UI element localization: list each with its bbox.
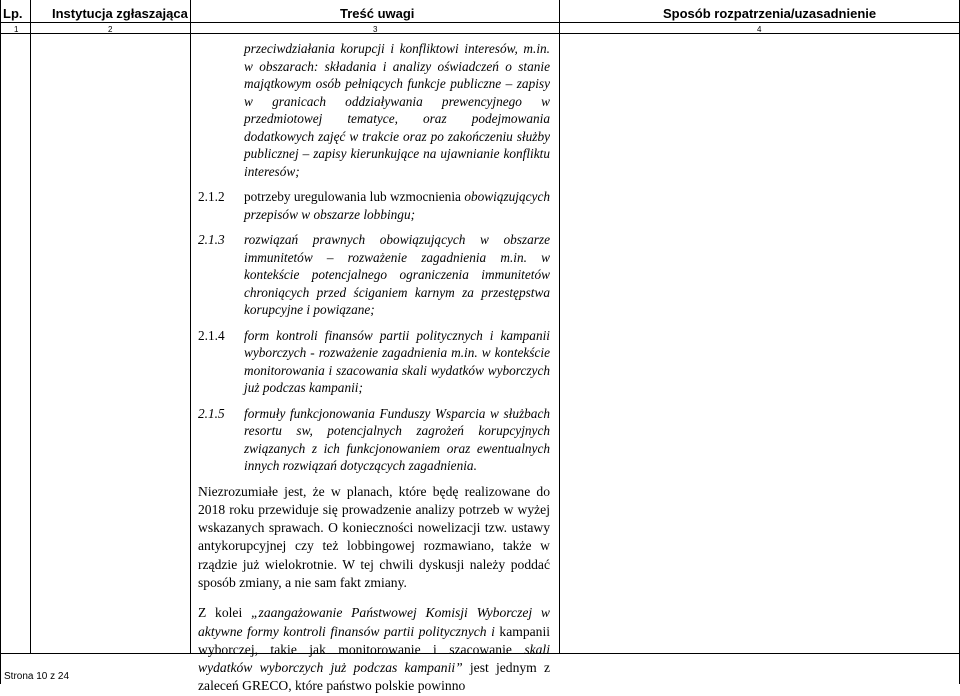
paragraph-pkw-part-2: kampanii wyborczej, takie jak monitorowanie i szacowanie (198, 623, 551, 657)
item-2-1-4-text-a: form kontroli finansów partii politycznych i kampanii (244, 327, 550, 343)
header-lp: Lp. (3, 6, 23, 21)
remark-content (198, 40, 550, 696)
paragraph-pkw-quote-2: skali wydatków wyborczych już podczas kampanii” (198, 641, 550, 676)
header-resolution: Sposób rozpatrzenia/uzasadnienie (663, 6, 877, 21)
item-2-1-2 (198, 188, 550, 223)
paragraph-pkw-part-3: jest jednym z zaleceń GRECO, które państwo polskie powinno (198, 660, 550, 694)
paragraph-pkw-quote-1: „zaangażowanie Państwowej Komisji Wyborczej w aktywne formy kontroli finansów partii politycznych i (198, 605, 550, 639)
col-border-3 (559, 0, 560, 654)
page-number: Strona 10 z 24 (4, 671, 70, 682)
header-content: Treść uwagi (340, 6, 415, 21)
item-2-1-5 (198, 405, 550, 475)
paragraph-pkw (198, 604, 550, 695)
item-2-1-4-number: 2.1.4 (198, 327, 225, 343)
item-2-1-5-text: formuły funkcjonowania Funduszy Wsparcia w służbach resortu sw, potencjalnych zagrożeń korupcyjnych związanych z ich funkcjonowaniem oraz ewentualnych innych rozwiązań dotyczących zagadnienia. (244, 405, 550, 473)
item-2-1-3-text: rozwiązań prawnych obowiązujących w obszarze immunitetów – rozważenie zagadnienia m.in. w kontekście potencjalnego ograniczenia immunitetów chroniących przed ściganiem karnym za przestępstwa korupcyjne i powiązane; (244, 232, 550, 317)
number-row-bottom-border (0, 33, 960, 34)
column-number-2: 2 (108, 25, 113, 34)
item-2-1-5-number: 2.1.5 (198, 405, 225, 421)
column-number-4: 4 (757, 25, 762, 34)
header-bottom-border (0, 22, 960, 23)
header-institution: Instytucja zgłaszająca (52, 6, 188, 21)
item-2-1-3-number: 2.1.3 (198, 232, 225, 247)
item-2-1-3 (198, 231, 550, 319)
paragraph-analysis: Niezrozumiałe jest, że w planach, które będę realizowane do 2018 roku przewiduje się prowadzenie analizy potrzeb w wyżej wskazanych sprawach. O konieczności nowelizacji tzw. ustawy antykorupcyjnej czy też lobbingowej rozmawiano, także w rządzie już wielokrotnie. W tej chwili dyskusji należy poddać sposób zmiany, a nie sam fakt zmiany. (198, 483, 550, 590)
item-2-1-2-number: 2.1.2 (198, 189, 225, 204)
item-2-1-2-text-b: obowiązujących przepisów w obszarze lobbingu; (244, 189, 550, 222)
column-number-1: 1 (14, 25, 19, 34)
col-border-left (0, 0, 1, 684)
paragraph-pkw-part-1: Z kolei (198, 605, 251, 621)
paragraph-continuation: przeciwdziałania korupcji i konfliktowi interesów, m.in. w obszarach: składania i analizy oświadczeń o stanie majątkowym osób pełniących funkcje publiczne – zapisy w granicach oddziaływania prewencyjnego w przedmiotowej tematyce, oraz podejmowania dodatkowych zajęć w trakcie oraz po zakończeniu służby publicznej – zapisy kierunkujące na ujawnianie konfliktu interesów; (244, 41, 550, 179)
col-border-1 (30, 0, 31, 654)
item-2-1-4 (198, 327, 550, 397)
item-2-1-4-text-b: wyborczych - rozważenie zagadnienia m.in. w kontekście monitorowania i szacowania skali wydatków wyborczych już podczas kampanii; (244, 345, 550, 395)
column-number-3: 3 (373, 25, 378, 34)
col-border-2 (190, 0, 191, 654)
item-2-1-2-text-a: potrzeby uregulowania lub wzmocnienia (244, 189, 461, 204)
